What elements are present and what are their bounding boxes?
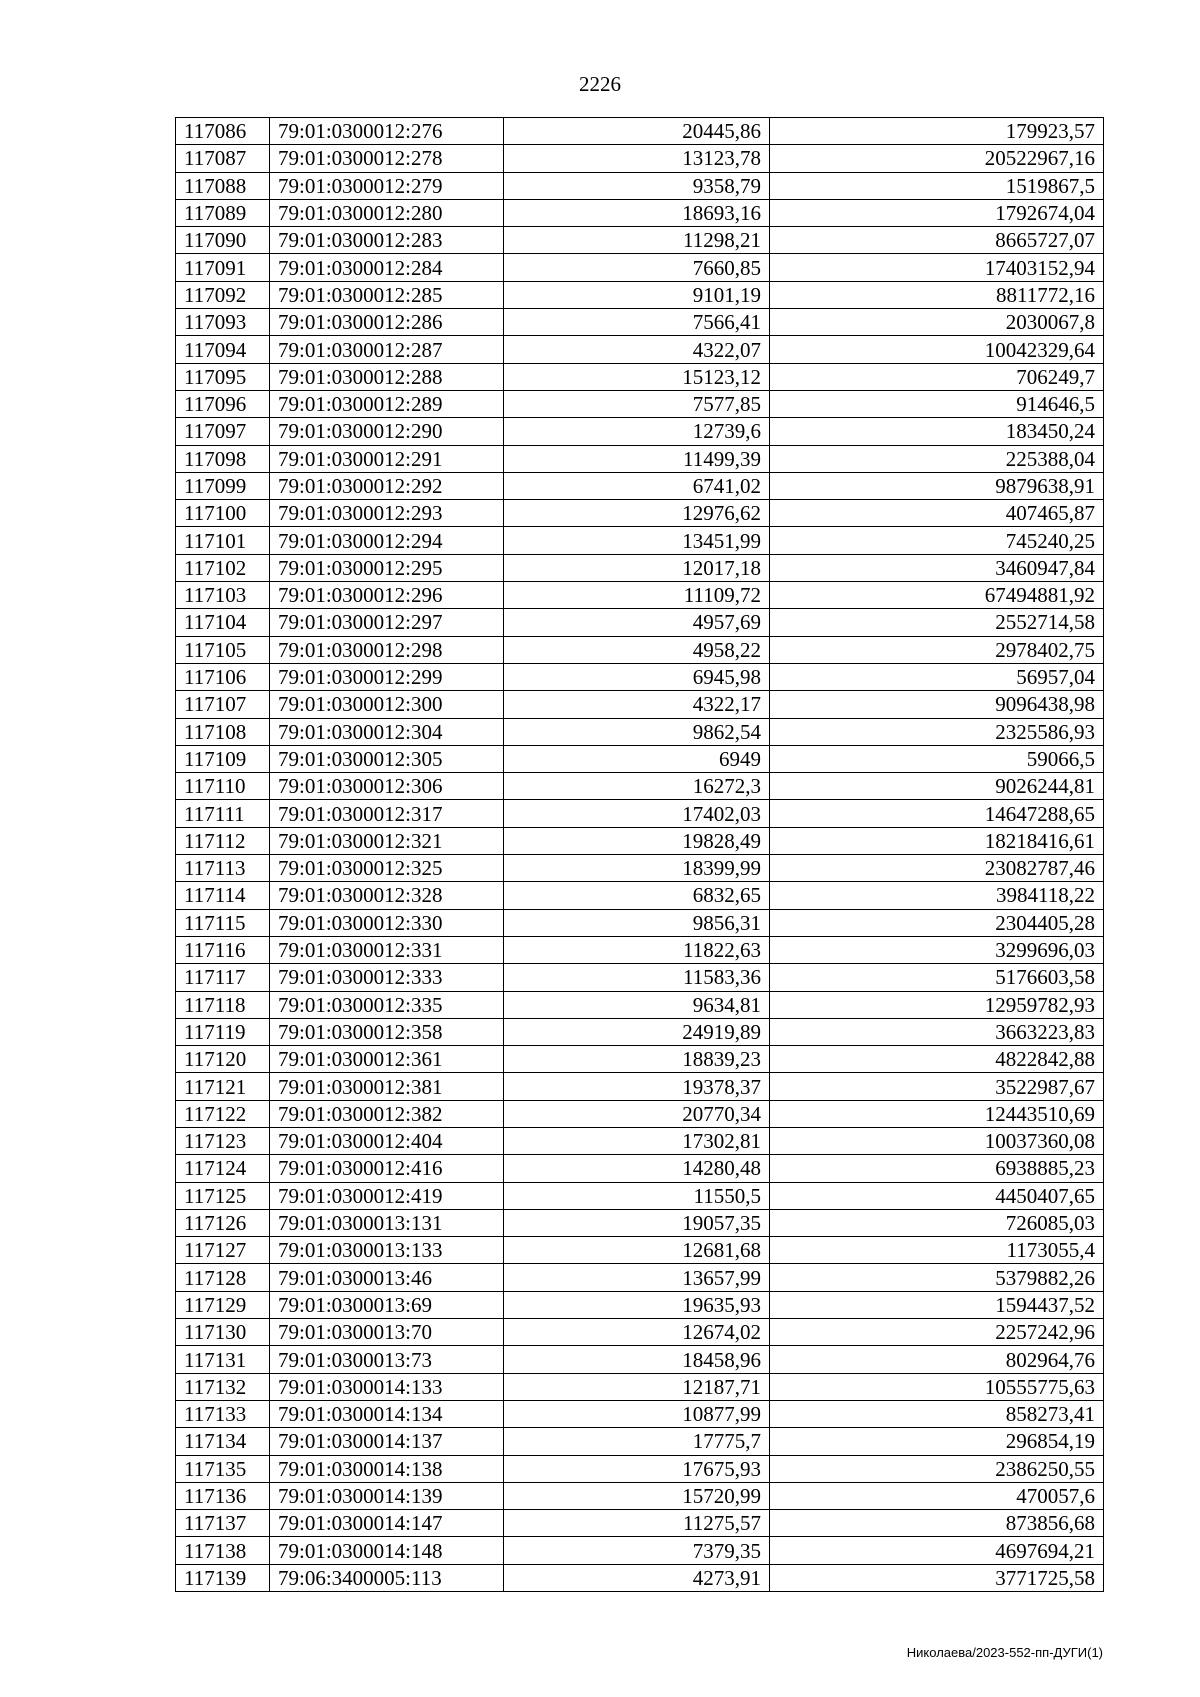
cadastral-number-cell: 79:01:0300012:404 [270, 1127, 504, 1154]
cadastral-number-cell: 79:01:0300012:328 [270, 882, 504, 909]
row-number-cell: 117117 [176, 964, 270, 991]
cadastral-number-cell: 79:01:0300012:305 [270, 745, 504, 772]
row-number-cell: 117094 [176, 336, 270, 363]
value-cell: 5379882,26 [770, 1264, 1104, 1291]
table-row [176, 199, 1104, 226]
table-row [176, 1127, 1104, 1154]
table-row [176, 1428, 1104, 1455]
table-row [176, 254, 1104, 281]
value-cell: 2552714,58 [770, 609, 1104, 636]
value-cell: 10555775,63 [770, 1373, 1104, 1400]
row-number-cell: 117128 [176, 1264, 270, 1291]
table-row [176, 773, 1104, 800]
table-row [176, 1209, 1104, 1236]
value-cell: 12959782,93 [770, 991, 1104, 1018]
table-row [176, 172, 1104, 199]
value-cell: 2030067,8 [770, 309, 1104, 336]
value-cell: 3522987,67 [770, 1073, 1104, 1100]
value-cell: 873856,68 [770, 1510, 1104, 1537]
row-number-cell: 117134 [176, 1428, 270, 1455]
area-cell: 12674,02 [504, 1319, 770, 1346]
area-cell: 15123,12 [504, 363, 770, 390]
page-number: 2226 [579, 72, 621, 96]
table-row [176, 1510, 1104, 1537]
cadastral-number-cell: 79:01:0300014:139 [270, 1482, 504, 1509]
row-number-cell: 117136 [176, 1482, 270, 1509]
value-cell: 4450407,65 [770, 1182, 1104, 1209]
area-cell: 9862,54 [504, 718, 770, 745]
table-row [176, 1482, 1104, 1509]
cadastral-number-cell: 79:01:0300012:317 [270, 800, 504, 827]
cadastral-number-cell: 79:01:0300012:304 [270, 718, 504, 745]
table-row [176, 964, 1104, 991]
row-number-cell: 117111 [176, 800, 270, 827]
row-number-cell: 117139 [176, 1564, 270, 1591]
row-number-cell: 117122 [176, 1100, 270, 1127]
row-number-cell: 117101 [176, 527, 270, 554]
cadastral-number-cell: 79:01:0300012:296 [270, 582, 504, 609]
row-number-cell: 117114 [176, 882, 270, 909]
area-cell: 19057,35 [504, 1209, 770, 1236]
value-cell: 4822842,88 [770, 1046, 1104, 1073]
value-cell: 745240,25 [770, 527, 1104, 554]
area-cell: 9634,81 [504, 991, 770, 1018]
area-cell: 12681,68 [504, 1237, 770, 1264]
document-footer-code: Николаева/2023-552-пп-ДУГИ(1) [906, 1645, 1103, 1660]
row-number-cell: 117127 [176, 1237, 270, 1264]
row-number-cell: 117133 [176, 1400, 270, 1427]
value-cell: 5176603,58 [770, 964, 1104, 991]
row-number-cell: 117132 [176, 1373, 270, 1400]
table-row [176, 1537, 1104, 1564]
cadastral-number-cell: 79:01:0300012:297 [270, 609, 504, 636]
registry-table-body [176, 118, 1104, 1592]
area-cell: 6949 [504, 745, 770, 772]
area-cell: 11550,5 [504, 1182, 770, 1209]
row-number-cell: 117138 [176, 1537, 270, 1564]
table-row [176, 636, 1104, 663]
area-cell: 13451,99 [504, 527, 770, 554]
area-cell: 12976,62 [504, 500, 770, 527]
table-row [176, 909, 1104, 936]
cadastral-number-cell: 79:01:0300012:294 [270, 527, 504, 554]
row-number-cell: 117120 [176, 1046, 270, 1073]
table-row [176, 1319, 1104, 1346]
table-row [176, 500, 1104, 527]
area-cell: 14280,48 [504, 1155, 770, 1182]
area-cell: 11298,21 [504, 227, 770, 254]
area-cell: 11109,72 [504, 582, 770, 609]
value-cell: 2386250,55 [770, 1455, 1104, 1482]
cadastral-number-cell: 79:01:0300013:46 [270, 1264, 504, 1291]
cadastral-number-cell: 79:01:0300013:73 [270, 1346, 504, 1373]
value-cell: 296854,19 [770, 1428, 1104, 1455]
table-row [176, 472, 1104, 499]
row-number-cell: 117108 [176, 718, 270, 745]
cadastral-number-cell: 79:01:0300012:321 [270, 827, 504, 854]
area-cell: 19828,49 [504, 827, 770, 854]
table-row [176, 609, 1104, 636]
row-number-cell: 117087 [176, 145, 270, 172]
table-row [176, 718, 1104, 745]
area-cell: 4273,91 [504, 1564, 770, 1591]
row-number-cell: 117107 [176, 691, 270, 718]
area-cell: 7660,85 [504, 254, 770, 281]
area-cell: 16272,3 [504, 773, 770, 800]
table-row [176, 800, 1104, 827]
area-cell: 4957,69 [504, 609, 770, 636]
cadastral-number-cell: 79:01:0300012:285 [270, 281, 504, 308]
table-row [176, 1564, 1104, 1591]
area-cell: 10877,99 [504, 1400, 770, 1427]
value-cell: 914646,5 [770, 390, 1104, 417]
cadastral-number-cell: 79:01:0300012:278 [270, 145, 504, 172]
area-cell: 17302,81 [504, 1127, 770, 1154]
table-row [176, 882, 1104, 909]
row-number-cell: 117124 [176, 1155, 270, 1182]
row-number-cell: 117092 [176, 281, 270, 308]
value-cell: 179923,57 [770, 118, 1104, 145]
value-cell: 10037360,08 [770, 1127, 1104, 1154]
cadastral-number-cell: 79:01:0300012:284 [270, 254, 504, 281]
table-row [176, 227, 1104, 254]
value-cell: 3299696,03 [770, 936, 1104, 963]
value-cell: 9026244,81 [770, 773, 1104, 800]
area-cell: 13657,99 [504, 1264, 770, 1291]
row-number-cell: 117137 [176, 1510, 270, 1537]
cadastral-number-cell: 79:01:0300012:293 [270, 500, 504, 527]
value-cell: 3460947,84 [770, 554, 1104, 581]
area-cell: 4322,07 [504, 336, 770, 363]
area-cell: 11822,63 [504, 936, 770, 963]
area-cell: 19635,93 [504, 1291, 770, 1318]
table-row [176, 663, 1104, 690]
row-number-cell: 117118 [176, 991, 270, 1018]
value-cell: 225388,04 [770, 445, 1104, 472]
area-cell: 18458,96 [504, 1346, 770, 1373]
value-cell: 12443510,69 [770, 1100, 1104, 1127]
row-number-cell: 117135 [176, 1455, 270, 1482]
cadastral-number-cell: 79:01:0300014:133 [270, 1373, 504, 1400]
table-row [176, 827, 1104, 854]
row-number-cell: 117093 [176, 309, 270, 336]
area-cell: 6741,02 [504, 472, 770, 499]
table-row [176, 691, 1104, 718]
table-row [176, 1100, 1104, 1127]
row-number-cell: 117106 [176, 663, 270, 690]
cadastral-number-cell: 79:01:0300012:287 [270, 336, 504, 363]
row-number-cell: 117096 [176, 390, 270, 417]
table-row [176, 936, 1104, 963]
row-number-cell: 117105 [176, 636, 270, 663]
table-row [176, 527, 1104, 554]
cadastral-number-cell: 79:01:0300014:148 [270, 1537, 504, 1564]
table-row [176, 991, 1104, 1018]
cadastral-number-cell: 79:01:0300012:286 [270, 309, 504, 336]
row-number-cell: 117095 [176, 363, 270, 390]
cadastral-number-cell: 79:01:0300013:69 [270, 1291, 504, 1318]
cadastral-number-cell: 79:01:0300012:361 [270, 1046, 504, 1073]
value-cell: 3771725,58 [770, 1564, 1104, 1591]
row-number-cell: 117123 [176, 1127, 270, 1154]
table-row [176, 745, 1104, 772]
cadastral-number-cell: 79:01:0300012:416 [270, 1155, 504, 1182]
table-row [176, 1073, 1104, 1100]
row-number-cell: 117100 [176, 500, 270, 527]
area-cell: 6832,65 [504, 882, 770, 909]
table-row [176, 1346, 1104, 1373]
value-cell: 59066,5 [770, 745, 1104, 772]
row-number-cell: 117088 [176, 172, 270, 199]
value-cell: 2257242,96 [770, 1319, 1104, 1346]
table-row [176, 1264, 1104, 1291]
row-number-cell: 117097 [176, 418, 270, 445]
table-row [176, 336, 1104, 363]
value-cell: 56957,04 [770, 663, 1104, 690]
area-cell: 9358,79 [504, 172, 770, 199]
cadastral-number-cell: 79:01:0300012:299 [270, 663, 504, 690]
table-row [176, 309, 1104, 336]
area-cell: 20445,86 [504, 118, 770, 145]
area-cell: 7566,41 [504, 309, 770, 336]
cadastral-number-cell: 79:01:0300012:290 [270, 418, 504, 445]
row-number-cell: 117125 [176, 1182, 270, 1209]
row-number-cell: 117104 [176, 609, 270, 636]
area-cell: 4958,22 [504, 636, 770, 663]
value-cell: 1173055,4 [770, 1237, 1104, 1264]
table-row [176, 1237, 1104, 1264]
area-cell: 19378,37 [504, 1073, 770, 1100]
table-row [176, 363, 1104, 390]
table-row [176, 582, 1104, 609]
area-cell: 7379,35 [504, 1537, 770, 1564]
area-cell: 4322,17 [504, 691, 770, 718]
table-row [176, 1373, 1104, 1400]
value-cell: 8665727,07 [770, 227, 1104, 254]
table-row [176, 118, 1104, 145]
table-row [176, 1155, 1104, 1182]
cadastral-number-cell: 79:01:0300012:289 [270, 390, 504, 417]
row-number-cell: 117098 [176, 445, 270, 472]
cadastral-number-cell: 79:01:0300012:325 [270, 855, 504, 882]
cadastral-number-cell: 79:01:0300012:333 [270, 964, 504, 991]
area-cell: 17775,7 [504, 1428, 770, 1455]
cadastral-number-cell: 79:01:0300012:283 [270, 227, 504, 254]
area-cell: 20770,34 [504, 1100, 770, 1127]
table-row [176, 1018, 1104, 1045]
area-cell: 13123,78 [504, 145, 770, 172]
row-number-cell: 117091 [176, 254, 270, 281]
cadastral-number-cell: 79:01:0300013:70 [270, 1319, 504, 1346]
cadastral-number-cell: 79:01:0300012:288 [270, 363, 504, 390]
cadastral-number-cell: 79:01:0300012:298 [270, 636, 504, 663]
row-number-cell: 117099 [176, 472, 270, 499]
row-number-cell: 117119 [176, 1018, 270, 1045]
value-cell: 407465,87 [770, 500, 1104, 527]
value-cell: 6938885,23 [770, 1155, 1104, 1182]
value-cell: 18218416,61 [770, 827, 1104, 854]
area-cell: 12187,71 [504, 1373, 770, 1400]
area-cell: 12739,6 [504, 418, 770, 445]
table-row [176, 855, 1104, 882]
area-cell: 9856,31 [504, 909, 770, 936]
area-cell: 15720,99 [504, 1482, 770, 1509]
table-row [176, 445, 1104, 472]
area-cell: 18399,99 [504, 855, 770, 882]
cadastral-number-cell: 79:01:0300012:358 [270, 1018, 504, 1045]
row-number-cell: 117130 [176, 1319, 270, 1346]
value-cell: 9096438,98 [770, 691, 1104, 718]
table-row [176, 1046, 1104, 1073]
row-number-cell: 117109 [176, 745, 270, 772]
value-cell: 20522967,16 [770, 145, 1104, 172]
value-cell: 1519867,5 [770, 172, 1104, 199]
row-number-cell: 117129 [176, 1291, 270, 1318]
area-cell: 9101,19 [504, 281, 770, 308]
value-cell: 2978402,75 [770, 636, 1104, 663]
cadastral-number-cell: 79:01:0300013:133 [270, 1237, 504, 1264]
cadastral-number-cell: 79:01:0300012:295 [270, 554, 504, 581]
value-cell: 470057,6 [770, 1482, 1104, 1509]
value-cell: 3984118,22 [770, 882, 1104, 909]
cadastral-number-cell: 79:01:0300012:292 [270, 472, 504, 499]
cadastral-number-cell: 79:01:0300012:291 [270, 445, 504, 472]
area-cell: 17675,93 [504, 1455, 770, 1482]
value-cell: 10042329,64 [770, 336, 1104, 363]
cadastral-number-cell: 79:01:0300014:137 [270, 1428, 504, 1455]
row-number-cell: 117112 [176, 827, 270, 854]
cadastral-number-cell: 79:01:0300012:300 [270, 691, 504, 718]
table-row [176, 390, 1104, 417]
value-cell: 23082787,46 [770, 855, 1104, 882]
area-cell: 11583,36 [504, 964, 770, 991]
area-cell: 24919,89 [504, 1018, 770, 1045]
value-cell: 3663223,83 [770, 1018, 1104, 1045]
area-cell: 11499,39 [504, 445, 770, 472]
cadastral-number-cell: 79:01:0300012:279 [270, 172, 504, 199]
table-row [176, 1455, 1104, 1482]
value-cell: 9879638,91 [770, 472, 1104, 499]
value-cell: 1792674,04 [770, 199, 1104, 226]
cadastral-number-cell: 79:01:0300014:138 [270, 1455, 504, 1482]
value-cell: 2325586,93 [770, 718, 1104, 745]
row-number-cell: 117113 [176, 855, 270, 882]
table-row [176, 281, 1104, 308]
cadastral-number-cell: 79:01:0300013:131 [270, 1209, 504, 1236]
area-cell: 18839,23 [504, 1046, 770, 1073]
value-cell: 726085,03 [770, 1209, 1104, 1236]
table-row [176, 1182, 1104, 1209]
cadastral-number-cell: 79:01:0300012:335 [270, 991, 504, 1018]
row-number-cell: 117086 [176, 118, 270, 145]
value-cell: 183450,24 [770, 418, 1104, 445]
area-cell: 6945,98 [504, 663, 770, 690]
value-cell: 706249,7 [770, 363, 1104, 390]
value-cell: 2304405,28 [770, 909, 1104, 936]
area-cell: 12017,18 [504, 554, 770, 581]
area-cell: 17402,03 [504, 800, 770, 827]
row-number-cell: 117103 [176, 582, 270, 609]
table-row [176, 1291, 1104, 1318]
table-row [176, 418, 1104, 445]
value-cell: 858273,41 [770, 1400, 1104, 1427]
value-cell: 17403152,94 [770, 254, 1104, 281]
row-number-cell: 117102 [176, 554, 270, 581]
value-cell: 8811772,16 [770, 281, 1104, 308]
cadastral-number-cell: 79:01:0300012:381 [270, 1073, 504, 1100]
registry-table [175, 117, 1104, 1592]
cadastral-number-cell: 79:01:0300012:382 [270, 1100, 504, 1127]
cadastral-number-cell: 79:01:0300014:134 [270, 1400, 504, 1427]
row-number-cell: 117121 [176, 1073, 270, 1100]
cadastral-number-cell: 79:01:0300012:306 [270, 773, 504, 800]
value-cell: 14647288,65 [770, 800, 1104, 827]
table-row [176, 145, 1104, 172]
row-number-cell: 117115 [176, 909, 270, 936]
row-number-cell: 117089 [176, 199, 270, 226]
value-cell: 4697694,21 [770, 1537, 1104, 1564]
area-cell: 7577,85 [504, 390, 770, 417]
row-number-cell: 117116 [176, 936, 270, 963]
cadastral-number-cell: 79:06:3400005:113 [270, 1564, 504, 1591]
area-cell: 11275,57 [504, 1510, 770, 1537]
row-number-cell: 117090 [176, 227, 270, 254]
table-row [176, 554, 1104, 581]
cadastral-number-cell: 79:01:0300012:330 [270, 909, 504, 936]
table-row [176, 1400, 1104, 1427]
cadastral-number-cell: 79:01:0300012:331 [270, 936, 504, 963]
cadastral-number-cell: 79:01:0300012:276 [270, 118, 504, 145]
value-cell: 802964,76 [770, 1346, 1104, 1373]
area-cell: 18693,16 [504, 199, 770, 226]
value-cell: 1594437,52 [770, 1291, 1104, 1318]
cadastral-number-cell: 79:01:0300012:419 [270, 1182, 504, 1209]
row-number-cell: 117126 [176, 1209, 270, 1236]
cadastral-number-cell: 79:01:0300014:147 [270, 1510, 504, 1537]
row-number-cell: 117131 [176, 1346, 270, 1373]
value-cell: 67494881,92 [770, 582, 1104, 609]
row-number-cell: 117110 [176, 773, 270, 800]
cadastral-number-cell: 79:01:0300012:280 [270, 199, 504, 226]
